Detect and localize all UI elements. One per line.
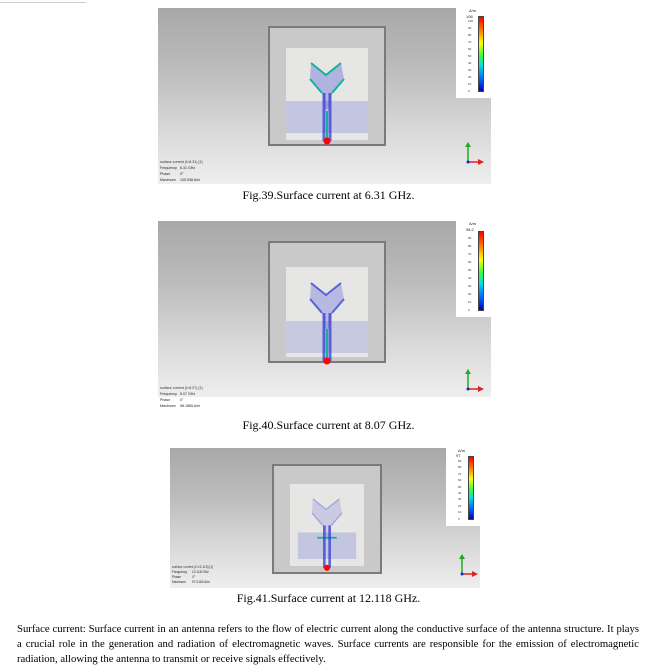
legend-ticks: 100 90 80 70 60 50 40 30 20 10 0 [468, 19, 474, 93]
maximum-value: 105.538 A/m [180, 178, 201, 182]
axes-triad-icon [464, 369, 484, 393]
legend-ticks: 90 80 70 60 50 40 30 20 10 0 [468, 236, 472, 312]
phase-value: 0° [180, 398, 184, 402]
legend-max: 98.2 [466, 227, 474, 232]
info-header: surface current (f=6.31) [1] [160, 160, 203, 164]
frequency-value: 8.07 GHz [180, 392, 196, 396]
axes-triad-icon [464, 142, 484, 166]
legend-max: 106 [466, 14, 473, 19]
legend-max: 97 [456, 453, 461, 458]
simulation-info: surface current (f=12.118) [1] Frequency 12.118 GHz Phase 0° Maximum 97.0163 A/m [172, 565, 213, 584]
figure-caption: Fig.39.Surface current at 6.31 GHz. [242, 188, 415, 202]
simulation-info: surface current (f=8.07) [1] Frequency 8.07 GHz Phase 0° Maximum 98.1865 A/m [160, 386, 203, 408]
phase-value: 0° [192, 575, 196, 579]
color-legend [456, 8, 491, 98]
maximum-value: 97.0163 A/m [192, 580, 210, 584]
frequency-value: 12.118 GHz [192, 570, 209, 574]
axes-triad-icon [458, 554, 478, 578]
top-rule [0, 2, 86, 3]
simulation-info: surface current (f=6.31) [1] Frequency 6.31 GHz Phase 0° Maximum 105.538 A/m [160, 160, 203, 182]
legend-unit: A/m [458, 448, 466, 453]
antenna-current-plot [286, 273, 368, 368]
figure-40-screenshot [158, 221, 491, 408]
color-bar [478, 16, 484, 92]
antenna-current-plot [290, 490, 364, 574]
legend-unit: A/m [469, 8, 477, 13]
body-paragraph: Surface current: Surface current in an antenna refers to the flow of electric current along the conductive surface of the antenna structure. It plays a crucial role in the generation and radiation of electromagnetic waves. Surface currents are responsible for the emission of electromagnetic radiation, allowing the antenna to transmit or receive signals effectively. [17, 623, 639, 665]
figure-caption: Fig.40.Surface current at 8.07 GHz. [242, 418, 415, 432]
phase-value: 0° [180, 172, 184, 176]
frequency-value: 6.31 GHz [180, 166, 196, 170]
figure-caption: Fig.41.Surface current at 12.118 GHz. [236, 591, 421, 605]
figure-39-screenshot [158, 8, 491, 184]
maximum-value: 98.1865 A/m [180, 404, 201, 408]
color-legend [456, 221, 491, 317]
antenna-current-plot [286, 53, 368, 148]
color-bar [468, 456, 474, 520]
legend-ticks: 90 80 70 60 50 40 30 20 10 0 [458, 459, 462, 521]
legend-unit: A/m [469, 221, 477, 226]
info-header: surface current (f=8.07) [1] [160, 386, 203, 390]
figure-41-screenshot [170, 448, 480, 588]
color-legend [446, 448, 480, 526]
info-header: surface current (f=12.118) [1] [172, 565, 213, 569]
color-bar [478, 231, 484, 311]
